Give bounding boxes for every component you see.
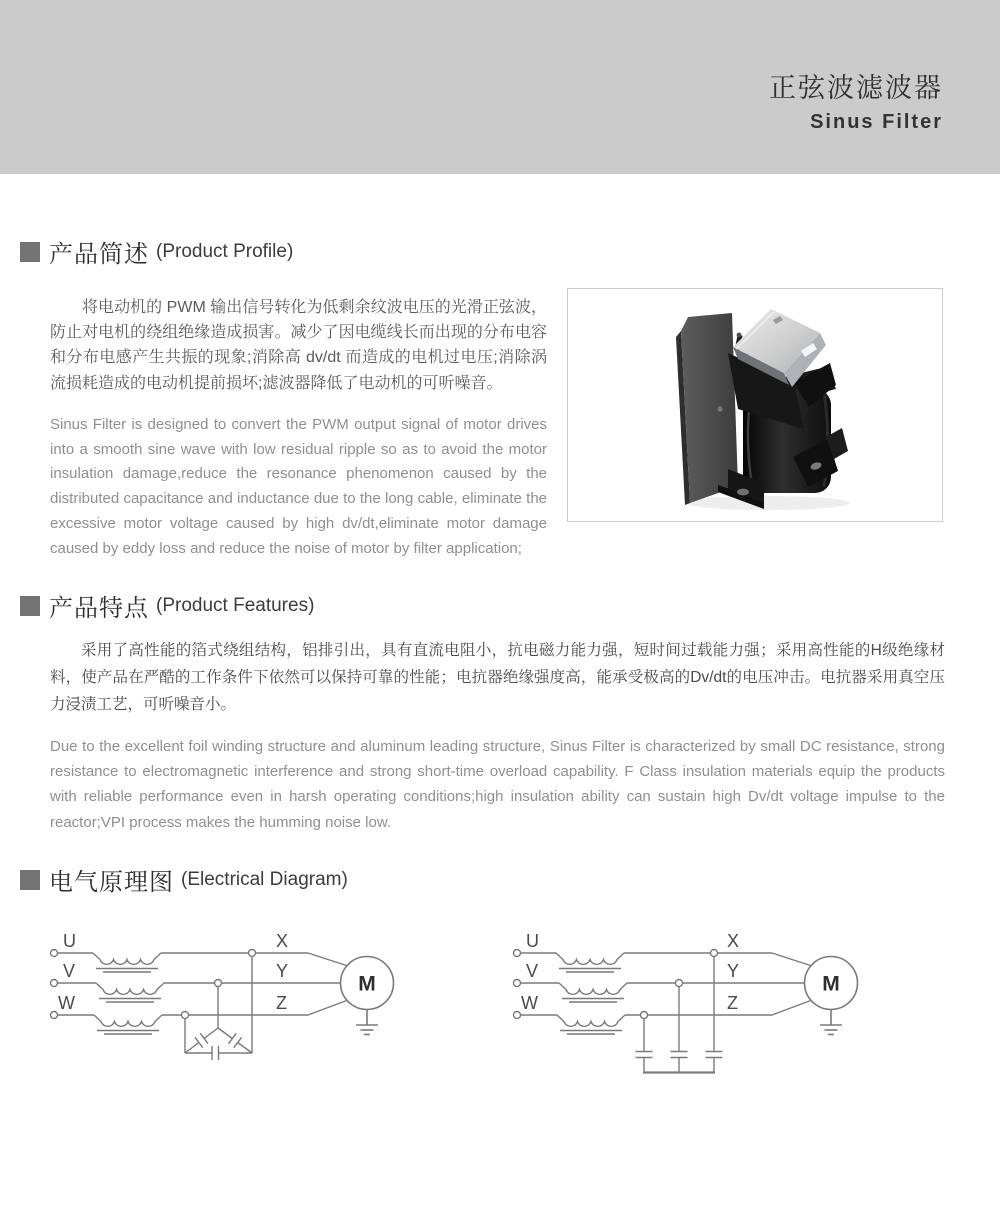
node-y	[215, 980, 222, 987]
profile-paragraph-en: Sinus Filter is designed to convert the PWM output signal of motor drives into a smooth sine wave with low residual ripple so as to avoid the motor insulation damage,reduce the resonance phenomenon caused by the distributed capacitance and inductance due to the long cable, eliminate the excessive motor voltage caused by high dv/dt,eliminate motor damage caused by eddy loss and reduce the noise of motor by filter application;	[50, 415, 547, 557]
label-x: X	[727, 931, 740, 951]
inductor-w	[557, 1015, 625, 1034]
photo-shadow	[686, 496, 850, 510]
section-title-zh: 产品特点	[49, 595, 149, 622]
section-bullet-icon	[20, 870, 40, 890]
terminal-u	[51, 950, 58, 957]
page-title-zh: 正弦波滤波器	[769, 73, 943, 103]
svg-text:M: M	[822, 972, 840, 996]
page-title-block	[769, 72, 943, 134]
motor	[341, 957, 394, 1010]
node-z	[182, 1012, 189, 1019]
inductor-u	[93, 953, 161, 972]
electrical-diagrams	[0, 915, 1000, 1125]
node-y	[676, 980, 683, 987]
circuit-star	[514, 931, 858, 1073]
product-photo-frame	[567, 288, 943, 522]
node-z	[641, 1012, 648, 1019]
inductor-v	[559, 983, 627, 1002]
circuit-delta	[51, 931, 394, 1060]
page-title-en: Sinus Filter	[810, 111, 943, 133]
capacitor-delta	[185, 1028, 252, 1060]
profile-text-column	[50, 295, 547, 562]
label-v: V	[63, 961, 76, 981]
features-text-block	[50, 637, 945, 835]
label-w: W	[58, 993, 75, 1013]
node-x	[711, 950, 718, 957]
label-z: Z	[276, 993, 287, 1013]
section-bullet-icon	[20, 596, 40, 616]
ground-icon	[820, 1010, 842, 1035]
inductor-u	[556, 953, 624, 972]
label-x: X	[276, 931, 289, 951]
motor	[805, 957, 858, 1010]
inductor-v	[96, 983, 164, 1002]
section-title-en: (Product Profile)	[156, 240, 294, 262]
features-paragraph-en: Due to the excellent foil winding structure and aluminum leading structure, Sinus Filter is characterized by small DC resistance, strong resistance to electromagnetic interference and strong short-time overload capability. F Class insulation materials equip the products with reliable performance even in harsh operating conditions;high insulation ability can sustain high Dv/dt voltage impulse to the reactor;VPI process makes the humming noise low.	[50, 738, 945, 831]
inductor-w	[94, 1015, 162, 1034]
section-header-diagram	[20, 862, 348, 897]
label-y: Y	[727, 961, 740, 981]
section-title-zh: 产品简述	[49, 241, 149, 268]
svg-text:M: M	[358, 972, 376, 996]
header-band	[0, 0, 1000, 174]
section-header-features	[20, 588, 314, 623]
section-title-en: (Product Features)	[156, 594, 315, 616]
label-v: V	[526, 961, 539, 981]
profile-paragraph-zh: 将电动机的 PWM 输出信号转化为低剩余纹波电压的光滑正弦波，防止对电机的绕组绝缘造成损害。减少了因电缆线长而出现的分布电容和分布电感产生共振的现象;消除高 dv/dt 而造成的电机过电压;消除涡流损耗造成的电动机提前损坏;滤波器降低了电动机的可听噪音。	[50, 299, 547, 392]
features-paragraph-zh: 采用了高性能的箔式绕组结构，铝排引出，具有直流电阻小，抗电磁力能力强，短时间过载能力强；采用高性能的H级绝缘材料，使产品在严酷的工作条件下依然可以保持可靠的性能；电抗器绝缘强度高，能承受极高的Dv/dt的电压冲击。电抗器采用真空压力浸渍工艺，可听噪音小。	[50, 642, 945, 713]
terminal-v	[51, 980, 58, 987]
terminal-v	[514, 980, 521, 987]
label-w: W	[521, 993, 538, 1013]
section-title-zh: 电气原理图	[49, 869, 174, 896]
terminal-u	[514, 950, 521, 957]
ground-icon	[356, 1010, 378, 1035]
terminal-w	[514, 1012, 521, 1019]
section-header-profile	[20, 234, 293, 269]
terminal-w	[51, 1012, 58, 1019]
product-photo	[568, 289, 942, 521]
node-x	[249, 950, 256, 957]
section-bullet-icon	[20, 242, 40, 262]
label-u: U	[63, 931, 76, 951]
label-z: Z	[727, 993, 738, 1013]
section-title-en: (Electrical Diagram)	[181, 868, 348, 890]
label-y: Y	[276, 961, 289, 981]
label-u: U	[526, 931, 539, 951]
